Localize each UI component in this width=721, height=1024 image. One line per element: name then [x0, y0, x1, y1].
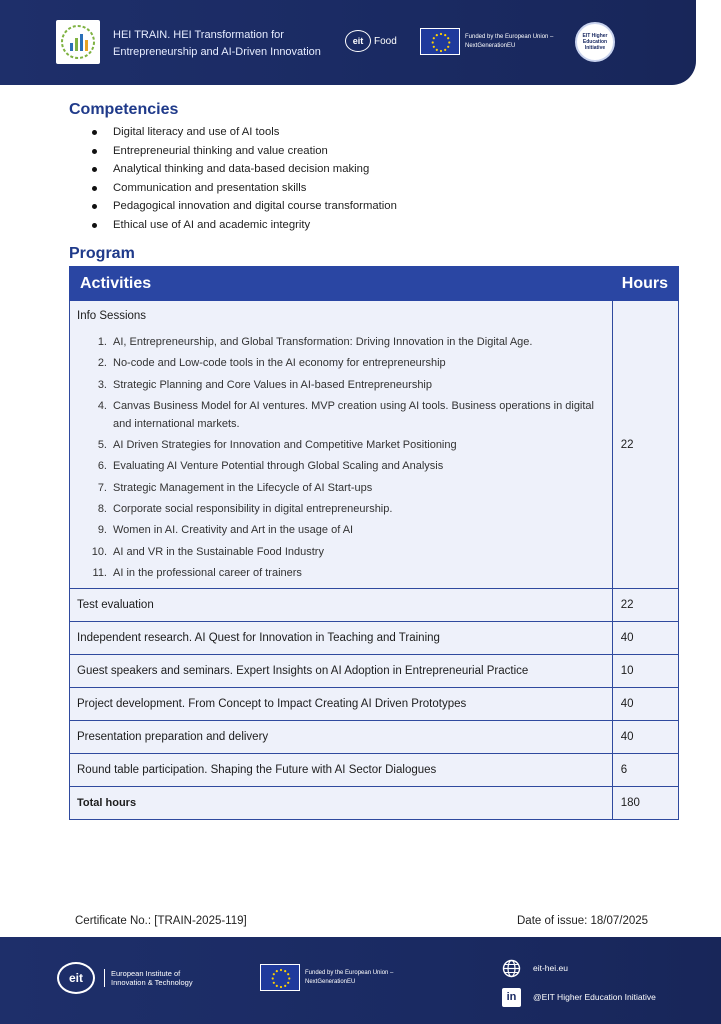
session-item: [77, 354, 605, 372]
competency-item: Ethical use of AI and academic integrity: [90, 216, 397, 235]
footer-eu-funding-text: [305, 969, 405, 987]
certificate-number: Certificate No.: [TRAIN-2025-119]: [75, 915, 247, 927]
session-item: [77, 436, 605, 454]
activity-cell: Round table participation. Shaping the Future with AI Sector Dialogues: [70, 754, 613, 787]
footer-eu-funding-logo: [260, 964, 405, 991]
session-number: 6.: [97, 460, 107, 473]
session-text: Canvas Business Model for AI ventures. MVP creation using AI tools. Business operations in digital and international markets.: [113, 399, 594, 430]
session-number: 10.: [91, 545, 107, 558]
session-number: 4.: [97, 399, 107, 412]
session-item: [77, 543, 605, 561]
session-item: [77, 333, 605, 351]
total-hours-value: 180: [612, 787, 678, 820]
badge-line2: Education: [582, 39, 608, 45]
eu-funding-logo: [420, 28, 565, 55]
session-number: 9.: [97, 524, 107, 537]
session-number: 3.: [97, 378, 107, 391]
session-item: [77, 457, 605, 475]
hours-cell: 40: [612, 688, 678, 721]
eit-mark: eit: [57, 962, 95, 994]
session-text: AI and VR in the Sustainable Food Industry: [113, 545, 324, 558]
hours-column-header: Hours: [612, 267, 678, 301]
eit-food-mark: eit: [345, 30, 371, 52]
eit-name: [104, 969, 214, 987]
header-title-line2: Entrepreneurship and AI-Driven Innovation: [113, 46, 321, 58]
table-row: [70, 721, 679, 754]
page-footer: [0, 937, 721, 1024]
competency-item: Communication and presentation skills: [90, 179, 397, 198]
session-number: 8.: [97, 503, 107, 516]
session-text: Corporate social responsibility in digital entrepreneurship.: [113, 503, 393, 516]
competency-item: Digital literacy and use of AI tools: [90, 123, 397, 142]
hours-cell: 6: [612, 754, 678, 787]
session-number: 1.: [97, 336, 107, 348]
program-table: [69, 266, 679, 820]
footer-eu-funding-line2: NextGenerationEU: [305, 978, 356, 985]
activity-cell: Test evaluation: [70, 589, 613, 622]
table-row: [70, 754, 679, 787]
session-item: [77, 564, 605, 582]
session-text: Women in AI. Creativity and Art in the usage of AI: [113, 524, 354, 537]
activity-cell: Guest speakers and seminars. Expert Insights on AI Adoption in Entrepreneurial Practice: [70, 655, 613, 688]
session-item: [77, 479, 605, 497]
session-item: [77, 521, 605, 539]
eu-funding-text: [465, 33, 565, 51]
activity-cell: Independent research. AI Quest for Innovation in Teaching and Training: [70, 622, 613, 655]
session-text: Strategic Management in the Lifecycle of AI Start-ups: [113, 481, 373, 494]
program-heading: Program: [69, 245, 135, 262]
page-header: [0, 0, 696, 85]
hours-cell: 40: [612, 622, 678, 655]
info-sessions-hours: 22: [612, 301, 678, 589]
eit-name-line1: European Institute of: [111, 969, 181, 978]
session-text: AI Driven Strategies for Innovation and Competitive Market Positioning: [113, 439, 457, 452]
eu-flag-icon: [260, 964, 300, 991]
table-row: [70, 589, 679, 622]
eit-hei-badge: [575, 22, 615, 62]
table-header-row: [70, 267, 679, 301]
hei-train-logo: [56, 20, 100, 64]
hours-cell: 22: [612, 589, 678, 622]
competency-item: Pedagogical innovation and digital course transformation: [90, 197, 397, 216]
badge-line1: EIT Higher: [582, 33, 608, 39]
activity-cell: Presentation preparation and delivery: [70, 721, 613, 754]
session-text: No-code and Low-code tools in the AI economy for entrepreneurship: [113, 357, 446, 370]
session-text: AI in the professional career of trainers: [113, 566, 302, 579]
globe-icon: [502, 959, 521, 978]
footer-contact: [502, 959, 656, 1017]
session-text: Evaluating AI Venture Potential through Global Scaling and Analysis: [113, 460, 444, 473]
eu-funding-line1: Funded by the European Union –: [465, 33, 554, 40]
competency-item: Analytical thinking and data-based decision making: [90, 160, 397, 179]
website-text: eit-hei.eu: [533, 963, 568, 973]
eu-funding-line2: NextGenerationEU: [465, 42, 516, 49]
info-sessions-cell: [70, 301, 613, 589]
table-row: [70, 655, 679, 688]
eu-flag-icon: [420, 28, 460, 55]
session-number: 11.: [92, 566, 107, 579]
linkedin-icon: in: [502, 988, 521, 1007]
header-title: [113, 27, 343, 61]
eit-name-line2: Innovation & Technology: [111, 978, 193, 987]
badge-line3: Initiative: [584, 45, 606, 51]
linkedin-text: @EIT Higher Education Initiative: [533, 992, 656, 1002]
table-row: [70, 622, 679, 655]
eit-food-logo: [345, 30, 397, 52]
competencies-list: [90, 123, 397, 234]
competency-item: Entrepreneurial thinking and value creation: [90, 142, 397, 161]
session-number: 2.: [97, 357, 107, 370]
session-item: [77, 500, 605, 518]
footer-eu-funding-line1: Funded by the European Union –: [305, 969, 394, 976]
session-text: Strategic Planning and Core Values in AI-based Entrepreneurship: [113, 378, 432, 391]
session-item: [77, 397, 605, 433]
eit-food-label: Food: [374, 35, 397, 47]
info-sessions-title: Info Sessions: [77, 310, 147, 322]
session-number: 5.: [97, 439, 107, 452]
issue-date: Date of issue: 18/07/2025: [517, 915, 649, 927]
total-row: [70, 787, 679, 820]
hours-cell: 40: [612, 721, 678, 754]
session-list: [77, 333, 605, 582]
website-link[interactable]: [502, 959, 656, 977]
session-text: AI, Entrepreneurship, and Global Transformation: Driving Innovation in the Digital Age.: [113, 336, 533, 348]
hours-cell: 10: [612, 655, 678, 688]
activity-cell: Project development. From Concept to Impact Creating AI Driven Prototypes: [70, 688, 613, 721]
table-row: [70, 301, 679, 589]
session-number: 7.: [97, 481, 107, 494]
table-row: [70, 688, 679, 721]
linkedin-link[interactable]: [502, 988, 656, 1006]
eit-logo: [57, 962, 214, 994]
activities-column-header: Activities: [70, 267, 613, 301]
competencies-heading: Competencies: [69, 101, 179, 118]
total-hours-label: Total hours: [70, 787, 613, 820]
session-item: [77, 376, 605, 394]
header-title-line1: HEI TRAIN. HEI Transformation for: [113, 29, 284, 41]
